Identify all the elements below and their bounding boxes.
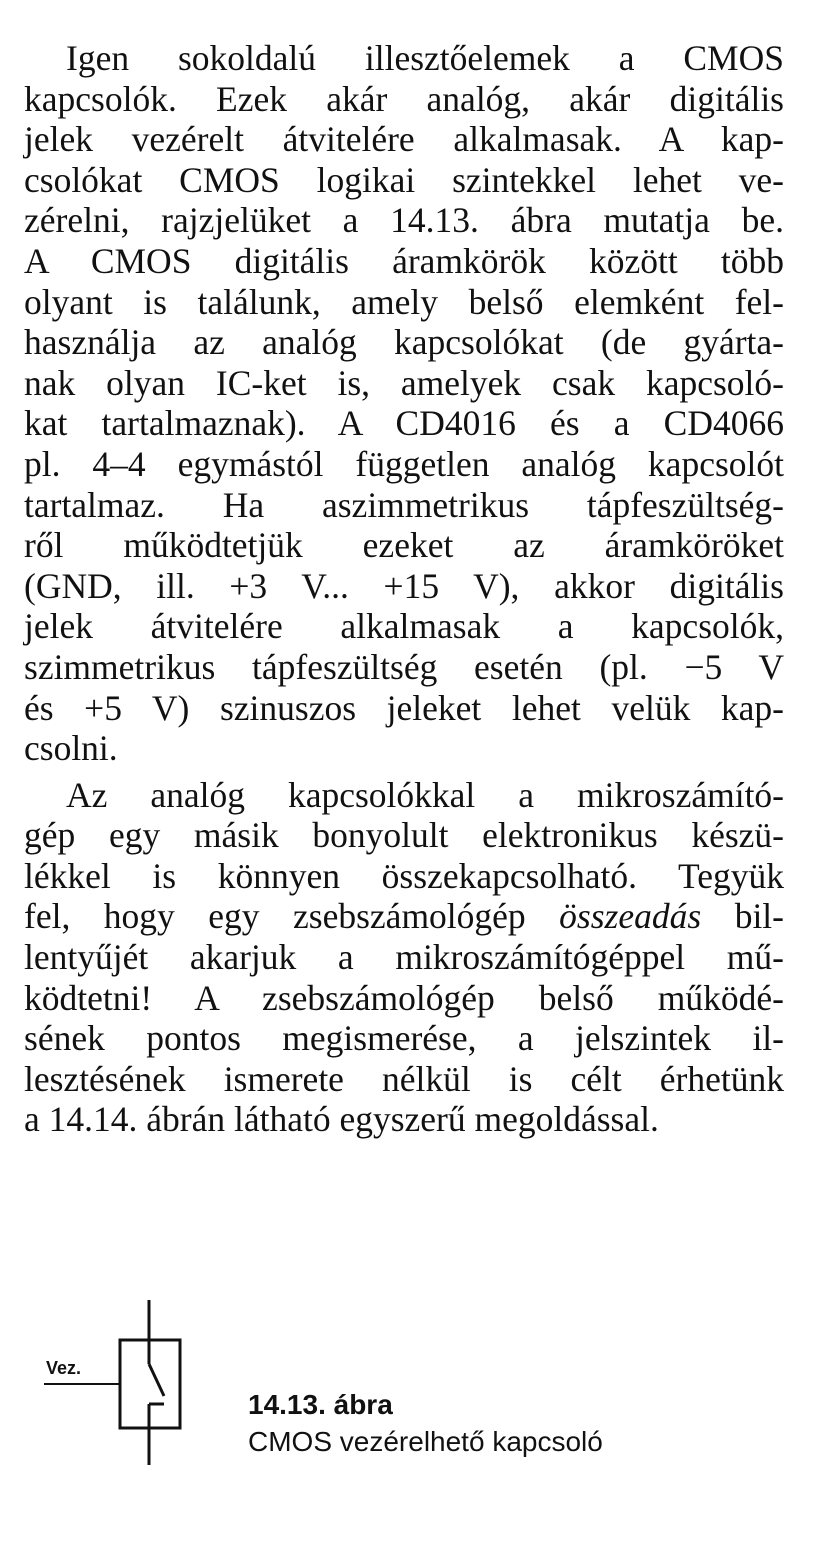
text-line: használja az analóg kapcsolókat (de gyárta- <box>24 322 784 363</box>
text-line: Igen sokoldalú illesztőelemek a CMOS <box>66 38 784 78</box>
text-line: és +5 V) szinuszos jeleket lehet velük kap- <box>24 687 784 728</box>
paragraph-2 <box>24 775 784 1140</box>
control-input-label: Vez. <box>46 1358 82 1378</box>
text-line: jelek vezérelt átvitelére alkalmasak. A kap- <box>24 119 784 160</box>
text-line: olyant is találunk, amely belső elemként fel- <box>24 281 784 322</box>
text-line: ködtetni! A zsebszámológép belső működé- <box>24 977 784 1018</box>
text-line: pl. 4–4 egymástól független analóg kapcsolót <box>24 443 784 484</box>
text-line: Az analóg kapcsolókkal a mikroszámító- <box>66 774 784 815</box>
text-line: nak olyan IC-ket is, amelyek csak kapcsoló- <box>24 362 784 403</box>
text-line: csolókat CMOS logikai szintekkel lehet ve- <box>24 159 784 200</box>
figure-number: 14.13. ábra <box>248 1389 393 1420</box>
text-line: a 14.14. ábrán látható egyszerű megoldással. <box>24 1099 659 1140</box>
cmos-switch-symbol <box>30 1300 270 1480</box>
text-line: kat tartalmaznak). A CD4016 és a CD4066 <box>24 403 784 444</box>
text-line: csolni. <box>24 728 118 769</box>
paragraph-1 <box>24 38 784 769</box>
text-line: (GND, ill. +3 V... +15 V), akkor digitális <box>24 565 784 606</box>
text-line: tartalmaz. Ha aszimmetrikus tápfeszültség- <box>24 484 784 525</box>
text-line: gép egy másik bonyolult elektronikus készü- <box>24 815 784 856</box>
text-line: lentyűjét akarjuk a mikroszámítógéppel mű- <box>24 937 784 978</box>
text-line: A CMOS digitális áramkörök között több <box>24 240 784 281</box>
text-line: sének pontos megismerése, a jelszintek il- <box>24 1018 784 1059</box>
text-line: jelek átvitelére alkalmasak a kapcsolók, <box>24 606 784 647</box>
text-line: ről működtetjük ezeket az áramköröket <box>24 525 784 566</box>
text-line: lékkel is könnyen összekapcsolható. Tegyük <box>24 855 784 896</box>
text-line: fel, hogy egy zsebszámológép összeadás bil- <box>24 896 784 937</box>
figure-14-13 <box>30 1300 790 1480</box>
text-line: zérelni, rajzjelüket a 14.13. ábra mutatja be. <box>24 200 784 241</box>
text-line: lesztésének ismerete nélkül is célt érhetünk <box>24 1058 784 1099</box>
text-line: kapcsolók. Ezek akár analóg, akár digitális <box>24 78 784 119</box>
figure-caption <box>248 1386 603 1460</box>
figure-title: CMOS vezérelhető kapcsoló <box>248 1426 603 1457</box>
text-line: szimmetrikus tápfeszültség esetén (pl. −5 V <box>24 646 784 687</box>
body-text <box>24 38 784 1140</box>
